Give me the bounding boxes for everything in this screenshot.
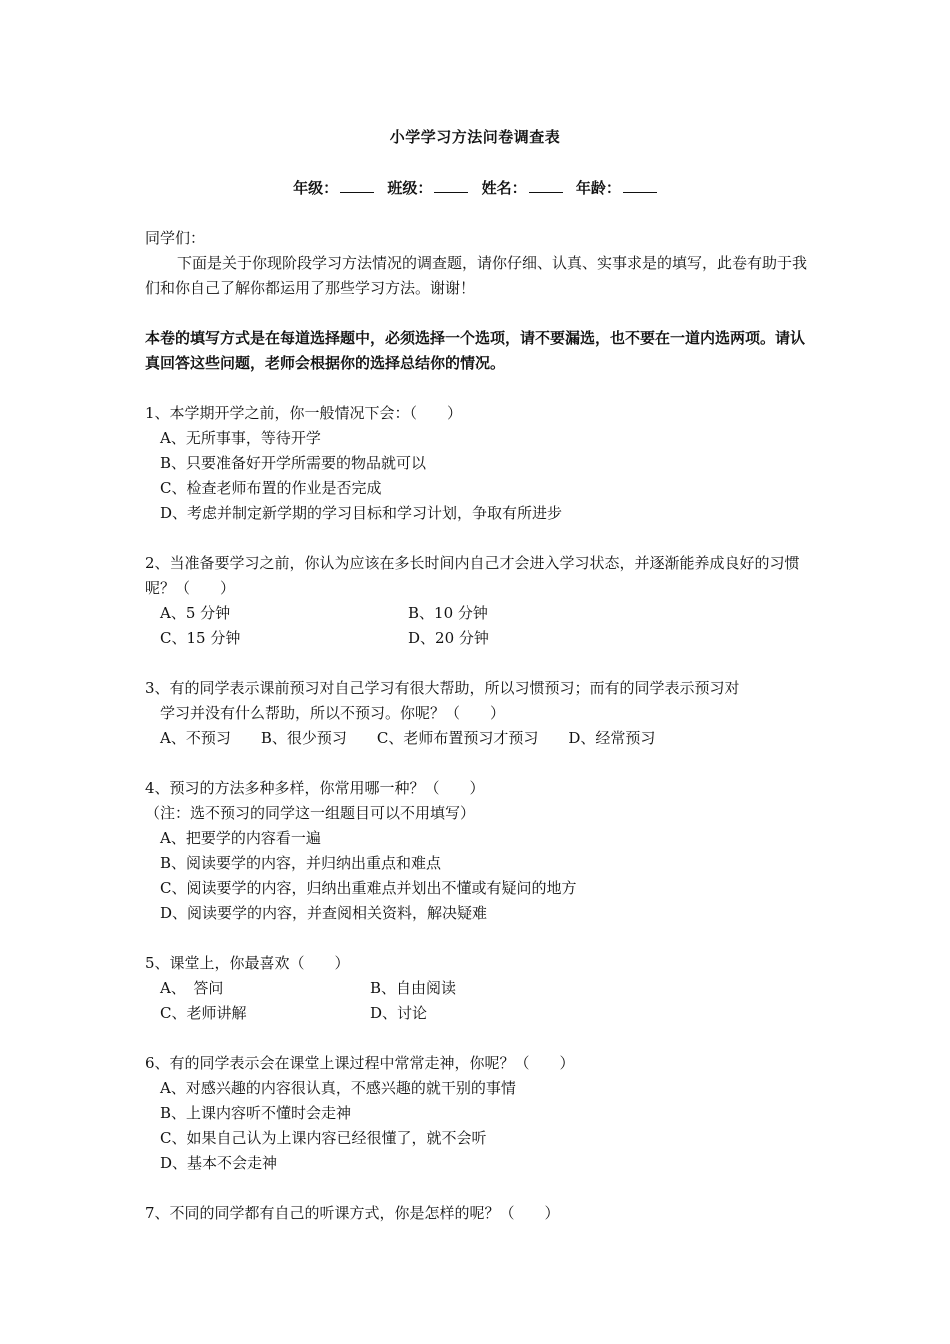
question-text: 1、本学期开学之前，你一般情况下会：（ ） bbox=[145, 404, 463, 422]
option-a[interactable]: A、把要学的内容看一遍 bbox=[160, 829, 321, 847]
question-3 bbox=[145, 676, 810, 751]
question-2 bbox=[145, 551, 810, 651]
option-b[interactable]: B、上课内容听不懂时会走神 bbox=[160, 1104, 352, 1122]
age-blank[interactable] bbox=[623, 178, 657, 193]
name-blank[interactable] bbox=[529, 178, 563, 193]
option-c[interactable]: C、15 分钟 bbox=[160, 629, 241, 647]
class-blank[interactable] bbox=[434, 178, 468, 193]
option-d[interactable]: D、阅读要学的内容，并查阅相关资料，解决疑难 bbox=[160, 904, 488, 922]
option-d[interactable]: D、20 分钟 bbox=[408, 629, 489, 647]
question-text-line-1: 3、有的同学表示课前预习对自己学习有很大帮助，所以习惯预习；而有的同学表示预习对 bbox=[145, 679, 740, 697]
survey-content bbox=[145, 226, 810, 1226]
greeting: 同学们： bbox=[145, 229, 206, 247]
question-5 bbox=[145, 951, 810, 1026]
question-text: 5、课堂上，你最喜欢（ ） bbox=[145, 954, 350, 972]
option-d[interactable]: D、考虑并制定新学期的学习目标和学习计划，争取有所进步 bbox=[160, 504, 563, 522]
class-field[interactable] bbox=[387, 179, 468, 197]
question-note: （注：选不预习的同学这一组题目可以不用填写） bbox=[145, 804, 476, 822]
question-7 bbox=[145, 1201, 810, 1226]
option-c[interactable]: C、如果自己认为上课内容已经很懂了，就不会听 bbox=[160, 1129, 487, 1147]
page-title: 小学学习方法问卷调查表 bbox=[389, 128, 561, 146]
option-a[interactable]: A、不预习 bbox=[160, 729, 231, 747]
option-b[interactable]: B、只要准备好开学所需要的物品就可以 bbox=[160, 454, 427, 472]
option-d[interactable]: D、讨论 bbox=[370, 1004, 428, 1022]
question-text: 7、不同的同学都有自己的听课方式，你是怎样的呢？（ ） bbox=[145, 1204, 560, 1222]
option-b[interactable]: B、阅读要学的内容，并归纳出重点和难点 bbox=[160, 854, 442, 872]
grade-blank[interactable] bbox=[340, 178, 374, 193]
age-label: 年龄： bbox=[575, 179, 621, 197]
option-c[interactable]: C、老师讲解 bbox=[160, 1004, 247, 1022]
option-a[interactable]: A、 答问 bbox=[160, 979, 224, 997]
grade-label: 年级： bbox=[293, 179, 339, 197]
question-6 bbox=[145, 1051, 810, 1176]
question-4 bbox=[145, 776, 810, 926]
question-text: 4、预习的方法多种多样，你常用哪一种？（ ） bbox=[145, 779, 485, 797]
option-b[interactable]: B、10 分钟 bbox=[408, 604, 488, 622]
option-b[interactable]: B、很少预习 bbox=[260, 729, 347, 747]
option-d[interactable]: D、经常预习 bbox=[568, 729, 656, 747]
option-a[interactable]: A、无所事事，等待开学 bbox=[160, 429, 321, 447]
option-a[interactable]: A、5 分钟 bbox=[160, 604, 231, 622]
student-info-line bbox=[0, 177, 950, 198]
option-b[interactable]: B、自由阅读 bbox=[370, 979, 457, 997]
intro-paragraph: 下面是关于你现阶段学习方法情况的调查题，请你仔细、认真、实事求是的填写，此卷有助于我们和你自己了解你都运用了那些学习方法。谢谢！ bbox=[145, 254, 808, 297]
name-label: 姓名： bbox=[481, 179, 527, 197]
question-text-line-2: 学习并没有什么帮助，所以不预习。你呢？（ ） bbox=[160, 704, 506, 722]
instruction-paragraph: 本卷的填写方式是在每道选择题中，必须选择一个选项，请不要漏选，也不要在一道内选两项。请认真回答这些问题，老师会根据你的选择总结你的情况。 bbox=[145, 329, 806, 372]
class-label: 班级： bbox=[387, 179, 433, 197]
name-field[interactable] bbox=[482, 179, 563, 197]
option-c[interactable]: C、检查老师布置的作业是否完成 bbox=[160, 479, 382, 497]
option-d[interactable]: D、基本不会走神 bbox=[160, 1154, 278, 1172]
question-text: 2、当准备要学习之前，你认为应该在多长时间内自己才会进入学习状态，并逐渐能养成良好的习惯呢？（ ） bbox=[145, 554, 800, 597]
grade-field[interactable] bbox=[293, 179, 374, 197]
question-text: 6、有的同学表示会在课堂上课过程中常常走神，你呢？（ ） bbox=[145, 1054, 575, 1072]
option-c[interactable]: C、老师布置预习才预习 bbox=[376, 729, 539, 747]
age-field[interactable] bbox=[576, 179, 657, 197]
option-c[interactable]: C、阅读要学的内容，归纳出重难点并划出不懂或有疑问的地方 bbox=[160, 879, 577, 897]
option-a[interactable]: A、对感兴趣的内容很认真，不感兴趣的就干别的事情 bbox=[160, 1079, 516, 1097]
question-1 bbox=[145, 401, 810, 526]
